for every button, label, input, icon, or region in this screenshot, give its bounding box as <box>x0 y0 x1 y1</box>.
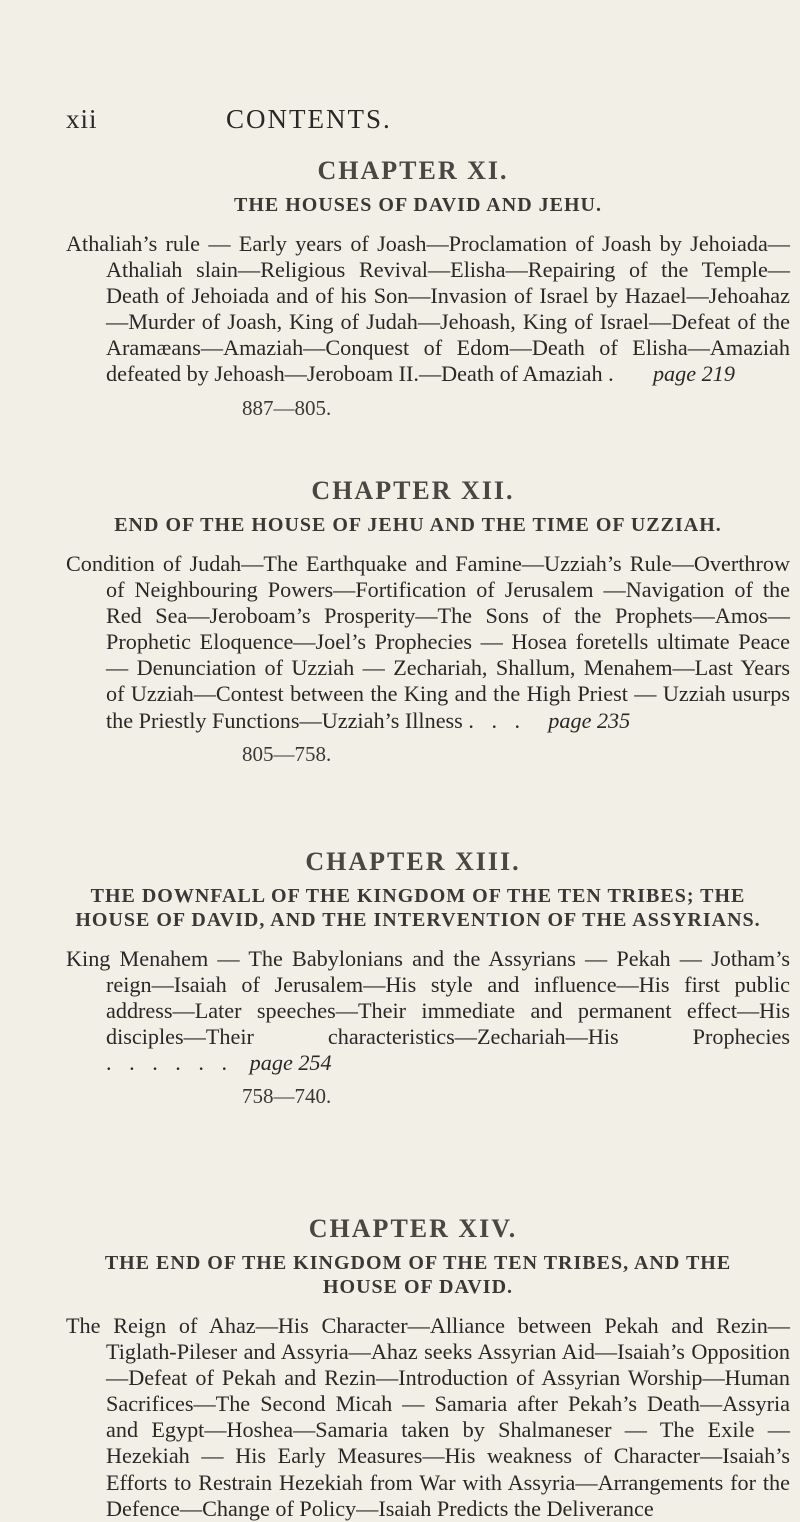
chapter-subtitle: END OF THE HOUSE OF JEHU AND THE TIME OF UZZIAH. <box>114 514 722 536</box>
chapter-xiii <box>66 848 800 1109</box>
chapter-heading: CHAPTER XI. <box>317 156 509 185</box>
chapter-subtitle: THE DOWNFALL OF THE KINGDOM OF THE TEN TRIBES; THE HOUSE OF DAVID, AND THE INTERVENTION OF THE ASSYRIANS. <box>75 885 761 931</box>
chapter-heading: CHAPTER XII. <box>311 476 515 505</box>
page-reference: page 219 <box>652 361 735 387</box>
running-head <box>66 104 706 138</box>
chapter-synopsis <box>66 551 800 734</box>
chapter-subtitle: THE HOUSES OF DAVID AND JEHU. <box>234 194 602 216</box>
chapter-xii <box>66 477 800 767</box>
chapter-subtitle: THE END OF THE KINGDOM OF THE TEN TRIBES, AND THE HOUSE OF DAVID. <box>104 1252 732 1298</box>
synopsis-text: Athaliah’s rule — Early years of Joash—Proclamation of Joash by Jehoiada—Athaliah slain—Religious Revival—Elisha—Repairing of the Temple—Death of Jehoiada and of his Son—Invasion of Israel by Hazael—Jehoahaz—Murder of Joash, King of Judah—Jehoash, King of Israel—Defeat of the Aramæans—Amaziah—Conquest of Edom—Death of Elisha—Amaziah defeated by Jehoash—Jeroboam II.—Death of Amaziah <box>66 231 790 387</box>
dot-leader: . . . . . . <box>106 1050 234 1076</box>
chapter-synopsis <box>66 946 800 1076</box>
synopsis-text: The Reign of Ahaz—His Character—Alliance between Pekah and Rezin—Tiglath-Pileser and Assyria—Ahaz seeks Assyrian Aid—Isaiah’s Opposition—Defeat of Pekah and Rezin—Introduction of Assyrian Worship—Human Sacrifices—The Second Micah — Samaria after Pekah’s Death—Assyria and Egypt—Hoshea—Samaria taken by Shalmaneser — The Exile — Hezekiah — His Early Measures—His weakness of Character—Isaiah’s Efforts to Restrain Hezekiah from War with Assyria—Arrangements for the Defence—Change of Policy—Isaiah Predicts the Deliverance <box>66 1313 790 1521</box>
running-title: CONTENTS. <box>226 104 392 134</box>
chapter-synopsis <box>66 1313 800 1522</box>
page-folio: xii <box>66 104 98 134</box>
chapter-xi <box>66 157 800 421</box>
dot-leader: . . . <box>468 707 527 733</box>
chapter-heading: CHAPTER XIII. <box>305 847 521 876</box>
page-reference: page 235 <box>548 707 631 733</box>
page-reference: page 254 <box>249 1050 332 1076</box>
dot-leader: . <box>608 361 620 387</box>
chapter-xiv <box>66 1215 800 1522</box>
chapter-synopsis <box>66 231 800 388</box>
date-range: 805—758. <box>242 741 332 766</box>
chapter-heading: CHAPTER XIV. <box>308 1214 518 1243</box>
date-range: 758—740. <box>242 1084 332 1109</box>
synopsis-text: Condition of Judah—The Earthquake and Famine—Uzziah’s Rule—Overthrow of Neighbouring Powers—Fortification of Jerusalem —Navigation of the Red Sea—Jeroboam’s Prosperity—The Sons of the Prophets—Amos—Prophetic Eloquence—Joel’s Prophecies — Hosea foretells ultimate Peace — Denunciation of Uzziah — Zechariah, Shallum, Menahem—Last Years of Uzziah—Contest between the King and the High Priest — Uzziah usurps the Priestly Functions—Uzziah’s Illness <box>66 551 790 733</box>
synopsis-text: King Menahem — The Babylonians and the Assyrians — Pekah — Jotham’s reign—Isaiah of Jerusalem—His style and influence—His first public address—Later speeches—Their immediate and permanent effect—His disciples—Their characteristics—Zechariah—His Prophecies <box>66 946 790 1050</box>
date-range: 887—805. <box>242 395 332 420</box>
